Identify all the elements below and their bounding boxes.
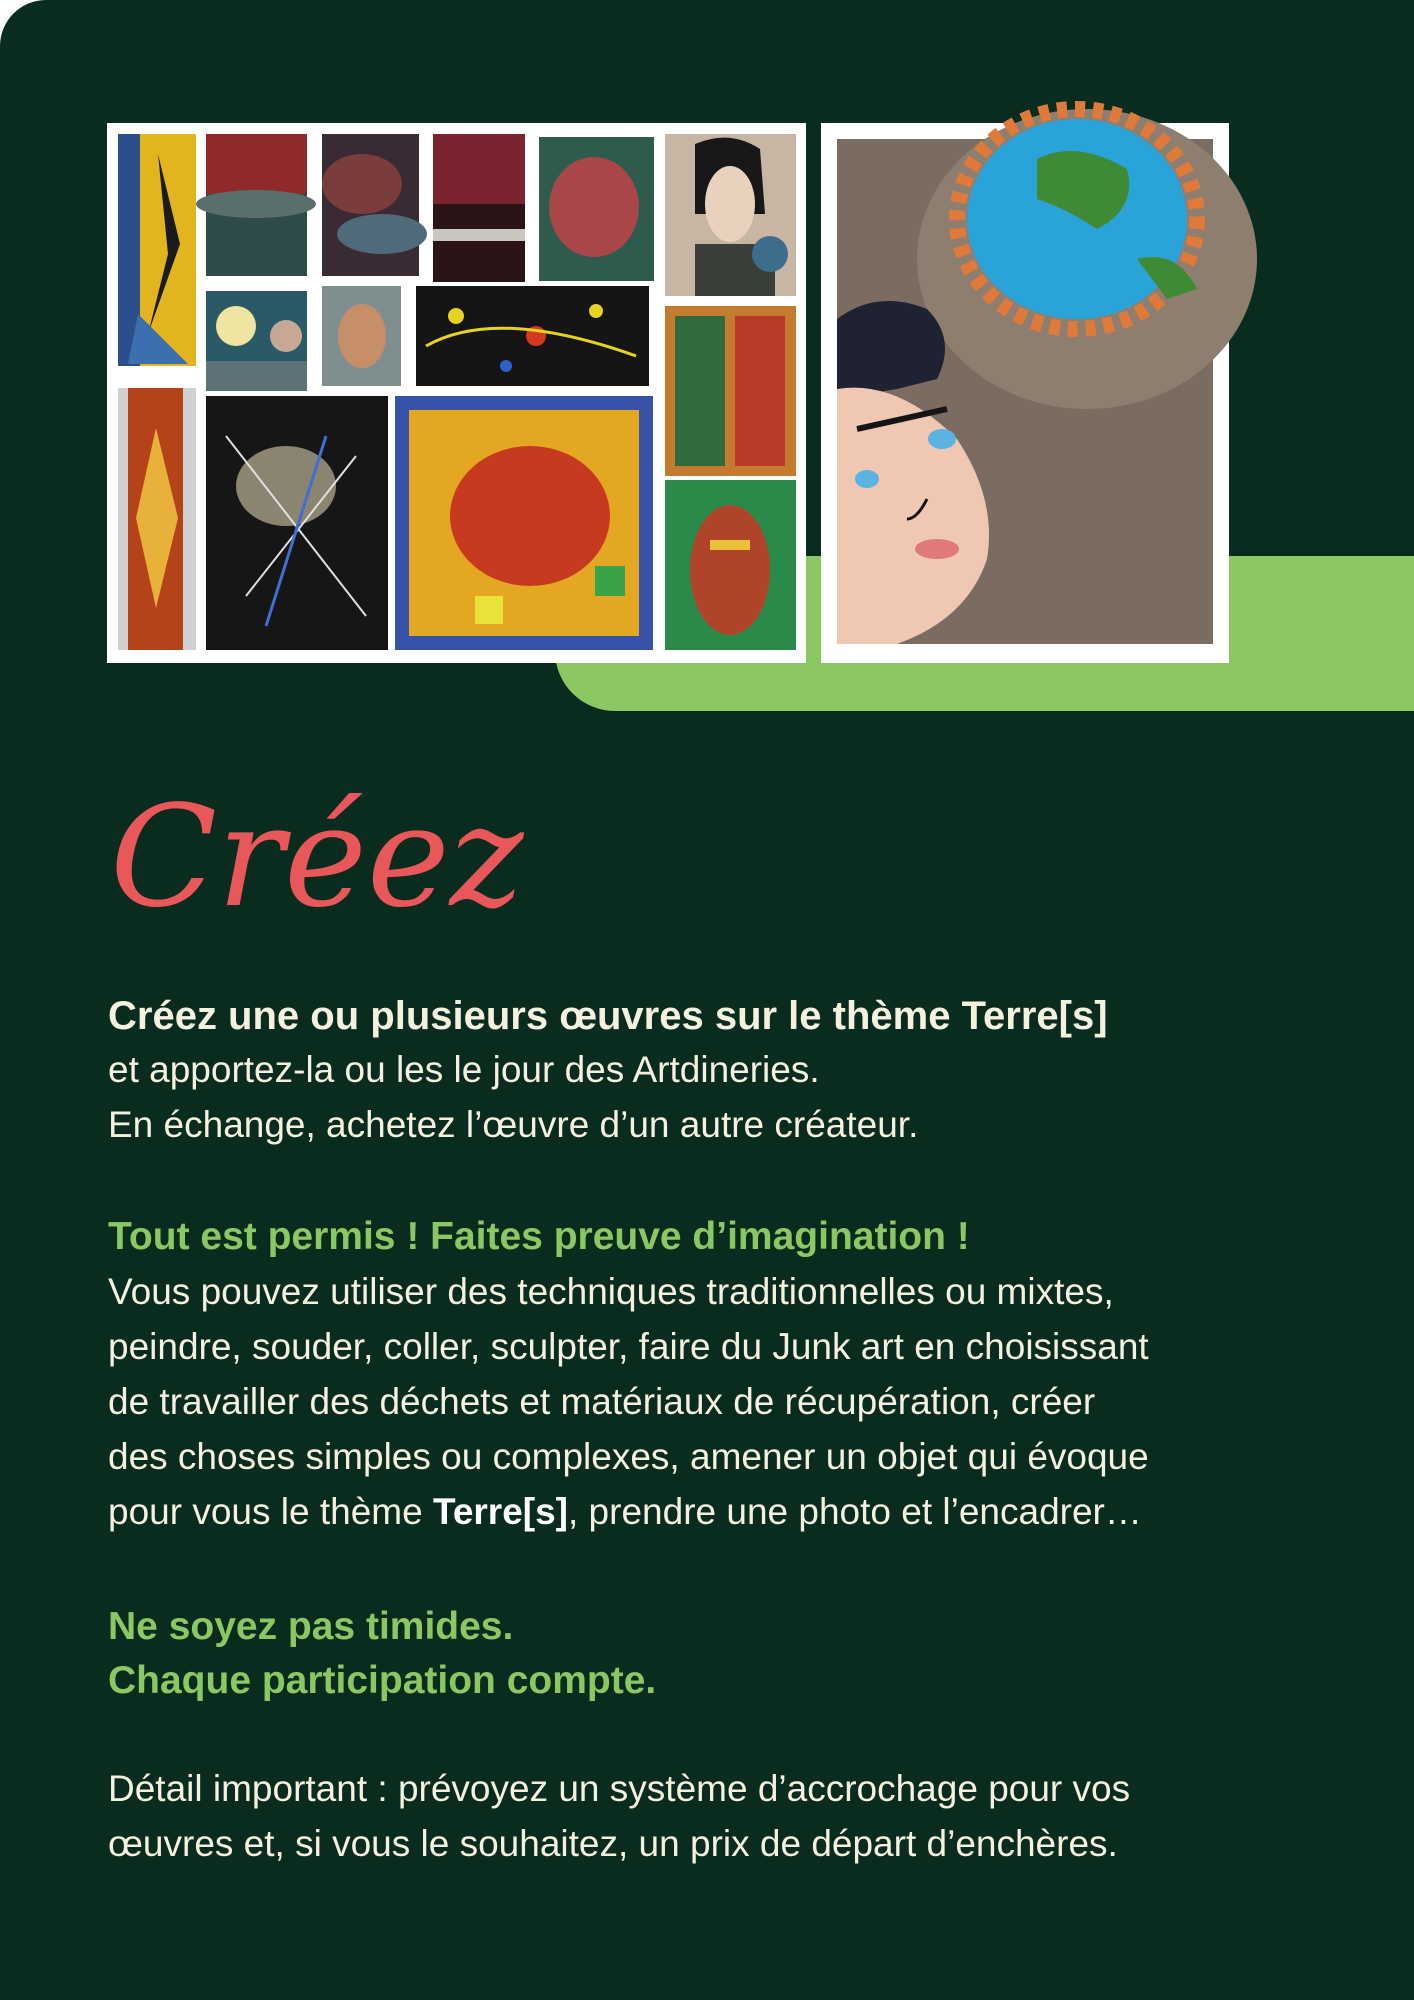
detail-line: œuvres et, si vous le souhaitez, un prix de départ d’enchères. bbox=[108, 1823, 1118, 1864]
artwork-tile bbox=[395, 396, 653, 650]
artwork-tile bbox=[665, 306, 796, 476]
permis-title: Tout est permis ! Faites preuve d’imagination ! bbox=[108, 1215, 970, 1258]
artwork-tile bbox=[665, 480, 796, 650]
artwork-tile bbox=[206, 291, 307, 391]
theme-name: Terre[s] bbox=[432, 1491, 568, 1532]
headline-script-text: Créez bbox=[110, 776, 524, 939]
artwork-tile bbox=[539, 137, 654, 281]
permis-line: des choses simples ou complexes, amener un objet qui évoque bbox=[108, 1436, 1149, 1477]
intro-title: Créez une ou plusieurs œuvres sur le thème Terre[s] bbox=[108, 994, 1108, 1038]
artwork-tile bbox=[118, 388, 196, 650]
artwork-tile bbox=[416, 286, 649, 386]
artwork-tile bbox=[206, 134, 307, 276]
artwork-tile bbox=[322, 286, 401, 386]
permis-line bbox=[108, 1484, 1338, 1539]
artwork-tile bbox=[322, 134, 419, 276]
permis-line: peindre, souder, coller, sculpter, faire du Junk art en choisissant bbox=[108, 1326, 1149, 1367]
artwork-tile bbox=[665, 134, 796, 296]
timides-section bbox=[108, 1600, 1338, 1708]
artwork-tile bbox=[433, 134, 525, 282]
detail-line: Détail important : prévoyez un système d’accrochage pour vos bbox=[108, 1768, 1131, 1809]
permis-section bbox=[108, 1210, 1338, 1539]
detail-section bbox=[108, 1761, 1338, 1871]
permis-line: Vous pouvez utiliser des techniques traditionnelles ou mixtes, bbox=[108, 1271, 1114, 1312]
headline-script-creez bbox=[105, 730, 524, 960]
timides-line: Ne soyez pas timides. bbox=[108, 1605, 514, 1648]
intro-line: En échange, achetez l’œuvre d’un autre créateur. bbox=[108, 1104, 919, 1145]
intro-section bbox=[108, 990, 1338, 1152]
portrait-image bbox=[837, 139, 1213, 644]
artwork-collage bbox=[107, 123, 806, 663]
artwork-tile bbox=[206, 396, 388, 650]
permis-line: de travailler des déchets et matériaux de récupération, créer bbox=[108, 1381, 1096, 1422]
artwork-tile bbox=[118, 134, 196, 366]
permis-line-text: , prendre une photo et l’encadrer… bbox=[568, 1491, 1142, 1532]
timides-line: Chaque participation compte. bbox=[108, 1659, 657, 1702]
permis-line-text: pour vous le thème bbox=[108, 1491, 433, 1532]
intro-line: et apportez-la ou les le jour des Artdineries. bbox=[108, 1049, 820, 1090]
portrait-painting bbox=[821, 123, 1229, 663]
